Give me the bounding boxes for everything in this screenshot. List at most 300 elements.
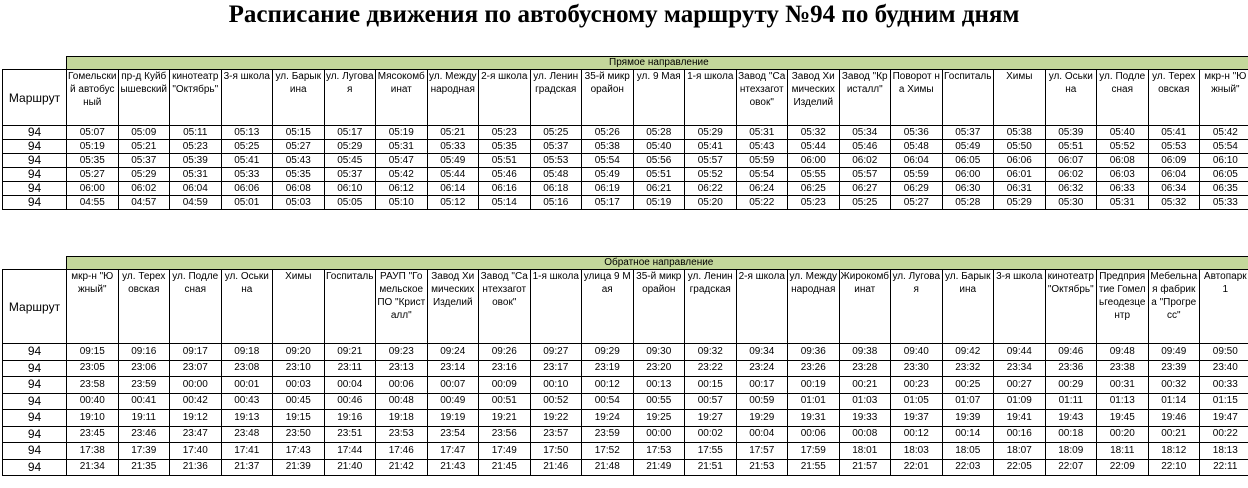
time-cell: 06:22 bbox=[685, 182, 737, 196]
schedule-row bbox=[3, 360, 1248, 377]
stop-header: мкр-н "Южный" bbox=[1200, 70, 1248, 126]
time-cell: 00:27 bbox=[994, 377, 1046, 394]
time-cell: 04:55 bbox=[67, 196, 119, 210]
time-cell: 23:08 bbox=[221, 360, 273, 377]
time-cell: 06:00 bbox=[788, 154, 840, 168]
time-cell: 23:59 bbox=[118, 377, 170, 394]
stop-header: ул. Барыкина bbox=[273, 70, 325, 126]
time-cell: 00:52 bbox=[530, 393, 582, 410]
time-cell: 00:41 bbox=[118, 393, 170, 410]
time-cell: 23:13 bbox=[376, 360, 428, 377]
time-cell: 00:55 bbox=[633, 393, 685, 410]
time-cell: 09:16 bbox=[118, 344, 170, 361]
stop-header: ул. Ленинградская bbox=[530, 70, 582, 126]
time-cell: 22:10 bbox=[1148, 459, 1200, 476]
stop-header: Химы bbox=[994, 70, 1046, 126]
time-cell: 05:38 bbox=[582, 140, 634, 154]
time-cell: 00:42 bbox=[170, 393, 222, 410]
time-cell: 00:02 bbox=[685, 426, 737, 443]
stop-header: ул. 9 Мая bbox=[633, 70, 685, 126]
time-cell: 06:33 bbox=[1097, 182, 1149, 196]
time-cell: 17:43 bbox=[273, 443, 325, 460]
time-cell: 05:48 bbox=[530, 168, 582, 182]
time-cell: 05:33 bbox=[221, 168, 273, 182]
time-cell: 00:32 bbox=[1148, 377, 1200, 394]
time-cell: 01:01 bbox=[788, 393, 840, 410]
time-cell: 05:29 bbox=[994, 196, 1046, 210]
time-cell: 05:48 bbox=[891, 140, 943, 154]
time-cell: 23:47 bbox=[170, 426, 222, 443]
time-cell: 05:41 bbox=[221, 154, 273, 168]
time-cell: 17:57 bbox=[736, 443, 788, 460]
time-cell: 00:21 bbox=[839, 377, 891, 394]
schedule-row bbox=[3, 154, 1248, 168]
time-cell: 19:19 bbox=[427, 410, 479, 427]
time-cell: 01:14 bbox=[1148, 393, 1200, 410]
time-cell: 00:29 bbox=[1045, 377, 1097, 394]
time-cell: 06:02 bbox=[839, 154, 891, 168]
time-cell: 05:34 bbox=[839, 126, 891, 140]
time-cell: 05:54 bbox=[1200, 140, 1248, 154]
time-cell: 23:06 bbox=[118, 360, 170, 377]
time-cell: 05:37 bbox=[942, 126, 994, 140]
stop-header: ул. Тереховская bbox=[1148, 70, 1200, 126]
time-cell: 22:05 bbox=[994, 459, 1046, 476]
time-cell: 05:09 bbox=[118, 126, 170, 140]
route-number-cell: 94 bbox=[3, 426, 67, 443]
time-cell: 00:49 bbox=[427, 393, 479, 410]
time-cell: 05:47 bbox=[376, 154, 428, 168]
time-cell: 22:09 bbox=[1097, 459, 1149, 476]
time-cell: 21:34 bbox=[67, 459, 119, 476]
time-cell: 05:42 bbox=[1200, 126, 1248, 140]
time-cell: 23:38 bbox=[1097, 360, 1149, 377]
time-cell: 23:58 bbox=[67, 377, 119, 394]
time-cell: 09:23 bbox=[376, 344, 428, 361]
schedule-row bbox=[3, 182, 1248, 196]
stop-header: РАУП "Гомельское ПО "Кристалл" bbox=[376, 270, 428, 344]
time-cell: 23:05 bbox=[67, 360, 119, 377]
time-cell: 19:12 bbox=[170, 410, 222, 427]
time-cell: 05:19 bbox=[67, 140, 119, 154]
stop-header: ул. Тереховская bbox=[118, 270, 170, 344]
route-number-cell: 94 bbox=[3, 126, 67, 140]
route-number-cell: 94 bbox=[3, 410, 67, 427]
stop-header: Госпиталь bbox=[942, 70, 994, 126]
time-cell: 09:32 bbox=[685, 344, 737, 361]
time-cell: 23:53 bbox=[376, 426, 428, 443]
time-cell: 05:28 bbox=[942, 196, 994, 210]
stop-header: улица 9 Мая bbox=[582, 270, 634, 344]
time-cell: 09:15 bbox=[67, 344, 119, 361]
time-cell: 00:16 bbox=[994, 426, 1046, 443]
route-number-cell: 94 bbox=[3, 443, 67, 460]
time-cell: 00:21 bbox=[1148, 426, 1200, 443]
time-cell: 05:16 bbox=[530, 196, 582, 210]
time-cell: 19:31 bbox=[788, 410, 840, 427]
time-cell: 19:45 bbox=[1097, 410, 1149, 427]
time-cell: 19:10 bbox=[67, 410, 119, 427]
time-cell: 00:25 bbox=[942, 377, 994, 394]
time-cell: 05:05 bbox=[324, 196, 376, 210]
time-cell: 05:51 bbox=[1045, 140, 1097, 154]
schedule-row bbox=[3, 459, 1248, 476]
time-cell: 23:48 bbox=[221, 426, 273, 443]
time-cell: 00:46 bbox=[324, 393, 376, 410]
schedule-row bbox=[3, 344, 1248, 361]
time-cell: 05:26 bbox=[582, 126, 634, 140]
time-cell: 01:15 bbox=[1200, 393, 1248, 410]
time-cell: 05:35 bbox=[479, 140, 531, 154]
time-cell: 23:45 bbox=[67, 426, 119, 443]
time-cell: 23:14 bbox=[427, 360, 479, 377]
time-cell: 19:41 bbox=[994, 410, 1046, 427]
time-cell: 09:18 bbox=[221, 344, 273, 361]
time-cell: 05:51 bbox=[479, 154, 531, 168]
time-cell: 09:34 bbox=[736, 344, 788, 361]
stop-header: кинотеатр "Октябрь" bbox=[1045, 270, 1097, 344]
time-cell: 23:17 bbox=[530, 360, 582, 377]
time-cell: 05:14 bbox=[479, 196, 531, 210]
time-cell: 17:39 bbox=[118, 443, 170, 460]
time-cell: 00:07 bbox=[427, 377, 479, 394]
stop-header: Автопарк 1 bbox=[1200, 270, 1248, 344]
time-cell: 23:16 bbox=[479, 360, 531, 377]
time-cell: 23:10 bbox=[273, 360, 325, 377]
time-cell: 05:30 bbox=[1045, 196, 1097, 210]
time-cell: 00:03 bbox=[273, 377, 325, 394]
stop-header: ул. Международная bbox=[427, 70, 479, 126]
time-cell: 05:29 bbox=[324, 140, 376, 154]
time-cell: 05:20 bbox=[685, 196, 737, 210]
time-cell: 05:13 bbox=[221, 126, 273, 140]
time-cell: 06:06 bbox=[221, 182, 273, 196]
time-cell: 00:40 bbox=[67, 393, 119, 410]
time-cell: 06:00 bbox=[67, 182, 119, 196]
time-cell: 05:29 bbox=[118, 168, 170, 182]
time-cell: 09:49 bbox=[1148, 344, 1200, 361]
stop-header: 35-й микрорайон bbox=[633, 270, 685, 344]
time-cell: 06:24 bbox=[736, 182, 788, 196]
stop-header: Завод Химических Изделий bbox=[788, 70, 840, 126]
time-cell: 05:23 bbox=[788, 196, 840, 210]
schedule-row bbox=[3, 140, 1248, 154]
time-cell: 23:46 bbox=[118, 426, 170, 443]
time-cell: 01:07 bbox=[942, 393, 994, 410]
time-cell: 23:50 bbox=[273, 426, 325, 443]
time-cell: 06:31 bbox=[994, 182, 1046, 196]
time-cell: 23:39 bbox=[1148, 360, 1200, 377]
time-cell: 21:36 bbox=[170, 459, 222, 476]
time-cell: 17:38 bbox=[67, 443, 119, 460]
forward-schedule-table bbox=[2, 56, 1248, 210]
time-cell: 05:31 bbox=[1097, 196, 1149, 210]
time-cell: 05:25 bbox=[221, 140, 273, 154]
time-cell: 17:50 bbox=[530, 443, 582, 460]
time-cell: 00:48 bbox=[376, 393, 428, 410]
time-cell: 00:51 bbox=[479, 393, 531, 410]
time-cell: 19:47 bbox=[1200, 410, 1248, 427]
time-cell: 23:54 bbox=[427, 426, 479, 443]
time-cell: 05:25 bbox=[839, 196, 891, 210]
time-cell: 17:40 bbox=[170, 443, 222, 460]
time-cell: 17:52 bbox=[582, 443, 634, 460]
stop-header: ул. Оськина bbox=[221, 270, 273, 344]
route-column-header: Маршрут bbox=[3, 270, 67, 344]
stop-header: Мясокомбинат bbox=[376, 70, 428, 126]
time-cell: 06:29 bbox=[891, 182, 943, 196]
time-cell: 23:19 bbox=[582, 360, 634, 377]
time-cell: 05:33 bbox=[427, 140, 479, 154]
time-cell: 00:31 bbox=[1097, 377, 1149, 394]
time-cell: 21:48 bbox=[582, 459, 634, 476]
time-cell: 05:59 bbox=[891, 168, 943, 182]
time-cell: 09:26 bbox=[479, 344, 531, 361]
time-cell: 04:57 bbox=[118, 196, 170, 210]
time-cell: 19:21 bbox=[479, 410, 531, 427]
time-cell: 05:41 bbox=[1148, 126, 1200, 140]
time-cell: 09:48 bbox=[1097, 344, 1149, 361]
time-cell: 21:40 bbox=[324, 459, 376, 476]
time-cell: 18:09 bbox=[1045, 443, 1097, 460]
time-cell: 05:10 bbox=[376, 196, 428, 210]
stop-header: 35-й микрорайон bbox=[582, 70, 634, 126]
time-cell: 17:47 bbox=[427, 443, 479, 460]
time-cell: 05:21 bbox=[118, 140, 170, 154]
time-cell: 00:45 bbox=[273, 393, 325, 410]
time-cell: 05:49 bbox=[942, 140, 994, 154]
time-cell: 05:32 bbox=[788, 126, 840, 140]
stop-header: 3-я школа bbox=[994, 270, 1046, 344]
time-cell: 23:30 bbox=[891, 360, 943, 377]
time-cell: 05:38 bbox=[994, 126, 1046, 140]
route-number-cell: 94 bbox=[3, 459, 67, 476]
time-cell: 06:08 bbox=[1097, 154, 1149, 168]
time-cell: 05:39 bbox=[1045, 126, 1097, 140]
time-cell: 00:19 bbox=[788, 377, 840, 394]
stop-header: пр-д Куйбышевский bbox=[118, 70, 170, 126]
time-cell: 18:13 bbox=[1200, 443, 1248, 460]
time-cell: 19:29 bbox=[736, 410, 788, 427]
time-cell: 06:05 bbox=[942, 154, 994, 168]
stop-header: 2-я школа bbox=[736, 270, 788, 344]
time-cell: 00:33 bbox=[1200, 377, 1248, 394]
time-cell: 23:26 bbox=[788, 360, 840, 377]
time-cell: 05:41 bbox=[685, 140, 737, 154]
time-cell: 19:16 bbox=[324, 410, 376, 427]
stop-header: Поворот на Химы bbox=[891, 70, 943, 126]
time-cell: 19:24 bbox=[582, 410, 634, 427]
stop-header: ул. Подлесная bbox=[1097, 70, 1149, 126]
stop-header: ул. Луговая bbox=[324, 70, 376, 126]
route-number-cell: 94 bbox=[3, 377, 67, 394]
time-cell: 06:00 bbox=[942, 168, 994, 182]
time-cell: 18:01 bbox=[839, 443, 891, 460]
time-cell: 01:05 bbox=[891, 393, 943, 410]
time-cell: 19:13 bbox=[221, 410, 273, 427]
stop-header: 3-я школа bbox=[221, 70, 273, 126]
time-cell: 21:37 bbox=[221, 459, 273, 476]
time-cell: 05:27 bbox=[891, 196, 943, 210]
time-cell: 05:28 bbox=[633, 126, 685, 140]
time-cell: 21:39 bbox=[273, 459, 325, 476]
stop-header: Завод "Кристалл" bbox=[839, 70, 891, 126]
time-cell: 19:25 bbox=[633, 410, 685, 427]
time-cell: 05:32 bbox=[1148, 196, 1200, 210]
time-cell: 18:07 bbox=[994, 443, 1046, 460]
time-cell: 00:17 bbox=[736, 377, 788, 394]
time-cell: 00:00 bbox=[633, 426, 685, 443]
time-cell: 05:45 bbox=[324, 154, 376, 168]
time-cell: 05:51 bbox=[633, 168, 685, 182]
time-cell: 00:23 bbox=[891, 377, 943, 394]
time-cell: 06:12 bbox=[376, 182, 428, 196]
time-cell: 00:14 bbox=[942, 426, 994, 443]
time-cell: 05:40 bbox=[1097, 126, 1149, 140]
time-cell: 06:10 bbox=[324, 182, 376, 196]
time-cell: 00:09 bbox=[479, 377, 531, 394]
time-cell: 23:20 bbox=[633, 360, 685, 377]
time-cell: 06:16 bbox=[479, 182, 531, 196]
time-cell: 05:57 bbox=[685, 154, 737, 168]
time-cell: 21:46 bbox=[530, 459, 582, 476]
time-cell: 00:04 bbox=[736, 426, 788, 443]
route-number-cell: 94 bbox=[3, 393, 67, 410]
time-cell: 23:36 bbox=[1045, 360, 1097, 377]
stop-header: ул. Международная bbox=[788, 270, 840, 344]
stop-header: кинотеатр "Октябрь" bbox=[170, 70, 222, 126]
time-cell: 05:19 bbox=[633, 196, 685, 210]
time-cell: 05:53 bbox=[530, 154, 582, 168]
time-cell: 05:31 bbox=[376, 140, 428, 154]
route-number-cell: 94 bbox=[3, 360, 67, 377]
time-cell: 05:52 bbox=[1097, 140, 1149, 154]
route-number-cell: 94 bbox=[3, 182, 67, 196]
time-cell: 05:35 bbox=[273, 168, 325, 182]
stop-header: мкр-н "Южный" bbox=[67, 270, 119, 344]
route-column-header: Маршрут bbox=[3, 70, 67, 126]
time-cell: 21:53 bbox=[736, 459, 788, 476]
time-cell: 05:36 bbox=[891, 126, 943, 140]
time-cell: 05:42 bbox=[376, 168, 428, 182]
time-cell: 05:46 bbox=[479, 168, 531, 182]
time-cell: 17:55 bbox=[685, 443, 737, 460]
time-cell: 09:50 bbox=[1200, 344, 1248, 361]
time-cell: 05:54 bbox=[582, 154, 634, 168]
time-cell: 05:50 bbox=[994, 140, 1046, 154]
time-cell: 05:39 bbox=[170, 154, 222, 168]
direction-header: Обратное направление bbox=[67, 257, 1248, 270]
time-cell: 21:35 bbox=[118, 459, 170, 476]
time-cell: 09:20 bbox=[273, 344, 325, 361]
time-cell: 23:28 bbox=[839, 360, 891, 377]
time-cell: 23:59 bbox=[582, 426, 634, 443]
time-cell: 09:40 bbox=[891, 344, 943, 361]
time-cell: 19:27 bbox=[685, 410, 737, 427]
stop-header: Мебельная фабрика "Прогресс" bbox=[1148, 270, 1200, 344]
stop-header: Завод "Сантехзаготовок" bbox=[736, 70, 788, 126]
time-cell: 17:59 bbox=[788, 443, 840, 460]
time-cell: 22:11 bbox=[1200, 459, 1248, 476]
time-cell: 06:02 bbox=[118, 182, 170, 196]
stop-header: 1-я школа bbox=[530, 270, 582, 344]
time-cell: 19:39 bbox=[942, 410, 994, 427]
time-cell: 05:37 bbox=[324, 168, 376, 182]
time-cell: 21:55 bbox=[788, 459, 840, 476]
time-cell: 05:17 bbox=[324, 126, 376, 140]
time-cell: 21:57 bbox=[839, 459, 891, 476]
time-cell: 18:11 bbox=[1097, 443, 1149, 460]
time-cell: 06:32 bbox=[1045, 182, 1097, 196]
time-cell: 00:54 bbox=[582, 393, 634, 410]
time-cell: 05:31 bbox=[170, 168, 222, 182]
stop-header: ул. Барыкина bbox=[942, 270, 994, 344]
time-cell: 23:56 bbox=[479, 426, 531, 443]
time-cell: 00:13 bbox=[633, 377, 685, 394]
time-cell: 05:15 bbox=[273, 126, 325, 140]
time-cell: 05:49 bbox=[427, 154, 479, 168]
time-cell: 05:07 bbox=[67, 126, 119, 140]
time-cell: 05:56 bbox=[633, 154, 685, 168]
time-cell: 05:27 bbox=[273, 140, 325, 154]
time-cell: 17:46 bbox=[376, 443, 428, 460]
stop-header: 2-я школа bbox=[479, 70, 531, 126]
time-cell: 21:42 bbox=[376, 459, 428, 476]
time-cell: 09:27 bbox=[530, 344, 582, 361]
time-cell: 05:25 bbox=[530, 126, 582, 140]
time-cell: 05:29 bbox=[685, 126, 737, 140]
time-cell: 06:02 bbox=[1045, 168, 1097, 182]
time-cell: 05:23 bbox=[479, 126, 531, 140]
time-cell: 23:07 bbox=[170, 360, 222, 377]
time-cell: 00:08 bbox=[839, 426, 891, 443]
time-cell: 09:38 bbox=[839, 344, 891, 361]
time-cell: 00:12 bbox=[891, 426, 943, 443]
time-cell: 04:59 bbox=[170, 196, 222, 210]
schedule-row bbox=[3, 410, 1248, 427]
time-cell: 06:25 bbox=[788, 182, 840, 196]
time-cell: 18:05 bbox=[942, 443, 994, 460]
time-cell: 05:22 bbox=[736, 196, 788, 210]
route-number-cell: 94 bbox=[3, 344, 67, 361]
time-cell: 05:54 bbox=[736, 168, 788, 182]
time-cell: 22:03 bbox=[942, 459, 994, 476]
stop-header: Предприятие Гомельгеодезцентр bbox=[1097, 270, 1149, 344]
time-cell: 05:46 bbox=[839, 140, 891, 154]
stop-header: ул. Ленинградская bbox=[685, 270, 737, 344]
time-cell: 21:49 bbox=[633, 459, 685, 476]
time-cell: 21:45 bbox=[479, 459, 531, 476]
time-cell: 18:03 bbox=[891, 443, 943, 460]
time-cell: 05:53 bbox=[1148, 140, 1200, 154]
time-cell: 05:33 bbox=[1200, 196, 1248, 210]
time-cell: 05:19 bbox=[376, 126, 428, 140]
route-number-cell: 94 bbox=[3, 154, 67, 168]
time-cell: 22:07 bbox=[1045, 459, 1097, 476]
time-cell: 06:01 bbox=[994, 168, 1046, 182]
time-cell: 01:11 bbox=[1045, 393, 1097, 410]
time-cell: 22:01 bbox=[891, 459, 943, 476]
schedule-row bbox=[3, 168, 1248, 182]
time-cell: 06:10 bbox=[1200, 154, 1248, 168]
time-cell: 06:18 bbox=[530, 182, 582, 196]
time-cell: 17:41 bbox=[221, 443, 273, 460]
time-cell: 21:51 bbox=[685, 459, 737, 476]
time-cell: 05:11 bbox=[170, 126, 222, 140]
time-cell: 19:15 bbox=[273, 410, 325, 427]
stop-header: Жирокомбинат bbox=[839, 270, 891, 344]
time-cell: 09:30 bbox=[633, 344, 685, 361]
